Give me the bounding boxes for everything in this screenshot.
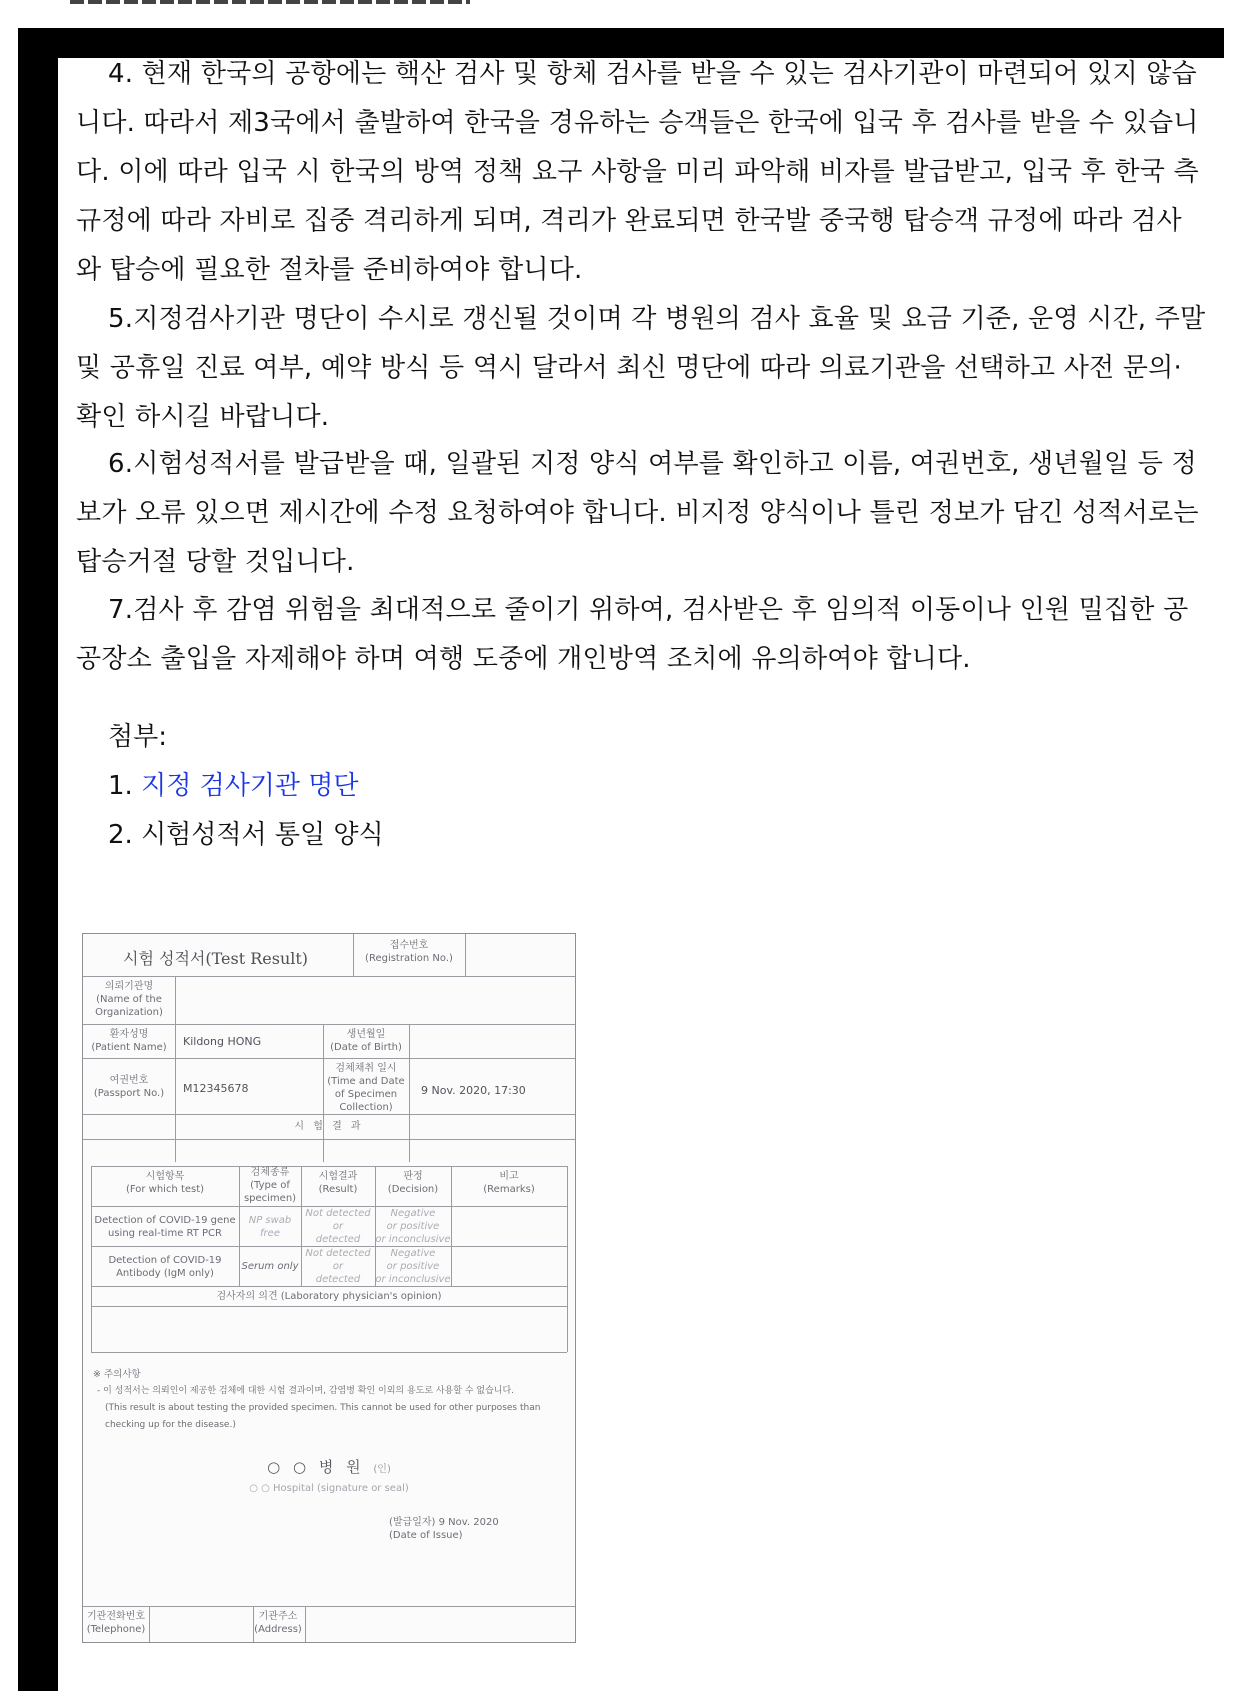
row-antibody-decision: Negative or positive or inconclusive: [375, 1248, 451, 1285]
address-label: 기관주소 (Address): [254, 1611, 302, 1635]
row-antibody-specimen: Serum only: [241, 1261, 299, 1272]
results-heading: 시 험 결 과: [294, 1121, 364, 1132]
paragraph-4: 4. 현재 한국의 공항에는 핵산 검사 및 항체 검사를 받을 수 있는 검사기관이 마련되어 있지 않습니다. 따라서 제3국에서 출발하여 한국을 경유하는 승객들은 한국에 입국 후 검사를 받을 수 있습니다. 이에 따라 입국 시 한국의 방역 정책 요구 사항을 미리 파악해 비자를 발급받고, 입국 후 한국 측 규정에 따라 자비로 집중 격리하게 되며, 격리가 완료되면 한국발 중국행 탑승객 규정에 따라 검사와 탑승에 필요한 절차를 준비하여야 합니다.: [76, 59, 1199, 285]
institution-list-link[interactable]: 지정 검사기관 명단: [141, 771, 359, 801]
row-pcr-decision: Negative or positive or inconclusive: [375, 1208, 451, 1245]
notice-english-1: (This result is about testing the provided specimen. This cannot be used for other purposes than: [105, 1403, 541, 1413]
row-pcr-specimen: NP swab free: [248, 1215, 292, 1239]
passport-value: M12345678: [183, 1082, 249, 1095]
col-result: 시험결과 (Result): [318, 1171, 358, 1195]
row-pcr-result: Not detected or detected: [305, 1208, 371, 1245]
paragraph-7: 7.검사 후 감염 위험을 최대적으로 줄이기 위하여, 검사받은 후 임의적 이동이나 인원 밀집한 공공장소 출입을 자제해야 하며 여행 도중에 개인방역 조치에 유의하여야 합니다.: [76, 595, 1189, 674]
patient-label: 환자성명 (Patient Name): [91, 1029, 167, 1053]
cropped-previous-line: [70, 0, 470, 6]
attachment-item-2: 2. 시험성적서 통일 양식: [108, 820, 384, 850]
row-pcr-item: Detection of COVID-19 gene using real-time RT PCR: [94, 1215, 236, 1239]
notice-english-2: checking up for the disease.): [105, 1420, 236, 1430]
row-antibody-result: Not detected or detected: [305, 1248, 371, 1285]
attachments-heading: 첨부:: [108, 722, 167, 752]
col-remarks: 비고 (Remarks): [483, 1171, 535, 1195]
patient-name-value: Kildong HONG: [183, 1035, 262, 1048]
attachment-item-1: 1. 지정 검사기관 명단: [108, 771, 359, 801]
col-specimen-type: 검체종류 (Type of specimen): [243, 1167, 297, 1204]
test-result-form: [82, 933, 576, 1643]
notice-korean: - 이 성적서는 의뢰인이 제공한 검체에 대한 시험 결과이며, 감염병 확인 이외의 용도로 사용할 수 없습니다.: [97, 1386, 515, 1396]
collection-label: 검체채취 일시 (Time and Date of Specimen Collection): [327, 1063, 405, 1113]
form-title: 시험 성적서(Test Result): [123, 949, 309, 968]
notice-heading: ※ 주의사항: [93, 1369, 141, 1380]
hospital-signature: ○ ○ Hospital (signature or seal): [249, 1483, 409, 1494]
org-label: 의뢰기관명 (Name of the Organization): [95, 981, 163, 1018]
col-test-item: 시험항목 (For which test): [125, 1171, 205, 1195]
col-decision: 판정 (Decision): [387, 1171, 439, 1195]
paragraph-6: 6.시험성적서를 발급받을 때, 일괄된 지정 양식 여부를 확인하고 이름, 여권번호, 생년월일 등 정보가 오류 있으면 제시간에 수정 요청하여야 합니다. 비지정 양식이나 틀린 정보가 담긴 성적서로는 탑승거절 당할 것입니다.: [76, 449, 1199, 577]
passport-label: 여권번호 (Passport No.): [93, 1075, 165, 1099]
hospital-name: ○ ○ 병 원 (인): [267, 1458, 391, 1476]
collection-value: 9 Nov. 2020, 17:30: [421, 1084, 526, 1097]
telephone-label: 기관전화번호 (Telephone): [86, 1611, 146, 1635]
row-antibody-item: Detection of COVID-19 Antibody (IgM only): [108, 1255, 222, 1279]
paragraph-5: 5.지정검사기관 명단이 수시로 갱신될 것이며 각 병원의 검사 효율 및 요금 기준, 운영 시간, 주말 및 공휴일 진료 여부, 예약 방식 등 역시 달라서 최신 명단에 따라 의료기관을 선택하고 사전 문의·확인 하시길 바랍니다.: [76, 304, 1206, 432]
physician-opinion-label: 검사자의 의견 (Laboratory physician's opinion): [216, 1291, 442, 1302]
dob-label: 생년월일 (Date of Birth): [330, 1029, 402, 1053]
issue-date: (발급일자) 9 Nov. 2020 (Date of Issue): [389, 1517, 499, 1541]
reg-label: 접수번호 (Registration No.): [365, 940, 453, 964]
